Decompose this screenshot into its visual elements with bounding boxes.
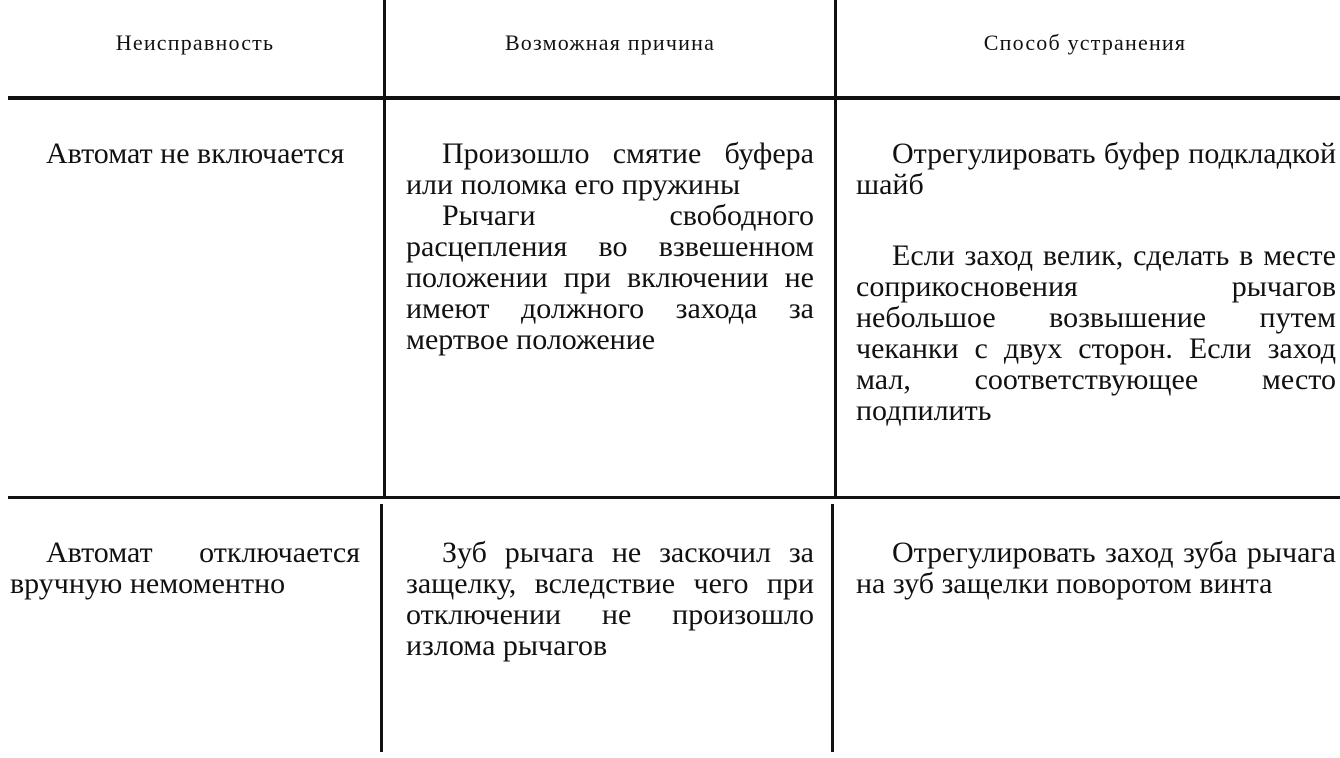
column-rule-2 — [834, 100, 837, 496]
row-divider — [8, 496, 1340, 499]
header-rule — [8, 96, 1340, 100]
column-rule-2 — [834, 0, 837, 96]
row-2-fault — [10, 537, 360, 599]
row-2-cause — [406, 537, 814, 661]
row-1-fault — [10, 138, 360, 169]
column-rule-2 — [831, 504, 834, 752]
column-rule-1 — [383, 100, 386, 496]
header-fault: Неисправность — [115, 30, 275, 55]
row-1-remedy — [856, 138, 1336, 426]
column-rule-1 — [380, 504, 383, 752]
header-cause: Возможная причина — [504, 30, 716, 55]
row-1-cause — [406, 138, 814, 355]
header-remedy: Способ устранения — [983, 30, 1187, 55]
remedy-text: Отрегулировать заход зуба рычага на зуб защелки поворотом винта — [856, 536, 1336, 600]
cause-text: Рычаги свободного расцепления во взвешенном положении при включении не имеют должного захода за мертвое положение — [406, 199, 814, 356]
fault-text: Автомат отключается вручную немоментно — [10, 536, 360, 600]
remedy-text: Отрегулировать буфер подкладкой шайб — [856, 137, 1336, 201]
fault-text: Автомат не включается — [46, 137, 345, 170]
column-rule-1 — [383, 0, 386, 96]
cause-text: Зуб рычага не заскочил за защелку, вследствие чего при отключении не произошло излома рычагов — [406, 536, 814, 662]
cause-text: Произошло смятие буфера или поломка его пружины — [406, 137, 814, 201]
row-2-remedy — [856, 537, 1336, 599]
remedy-text: Если заход велик, сделать в месте соприкосновения рычагов небольшое возвышение путем чеканки с двух сторон. Если заход мал, соответствующее место подпилить — [856, 239, 1336, 427]
